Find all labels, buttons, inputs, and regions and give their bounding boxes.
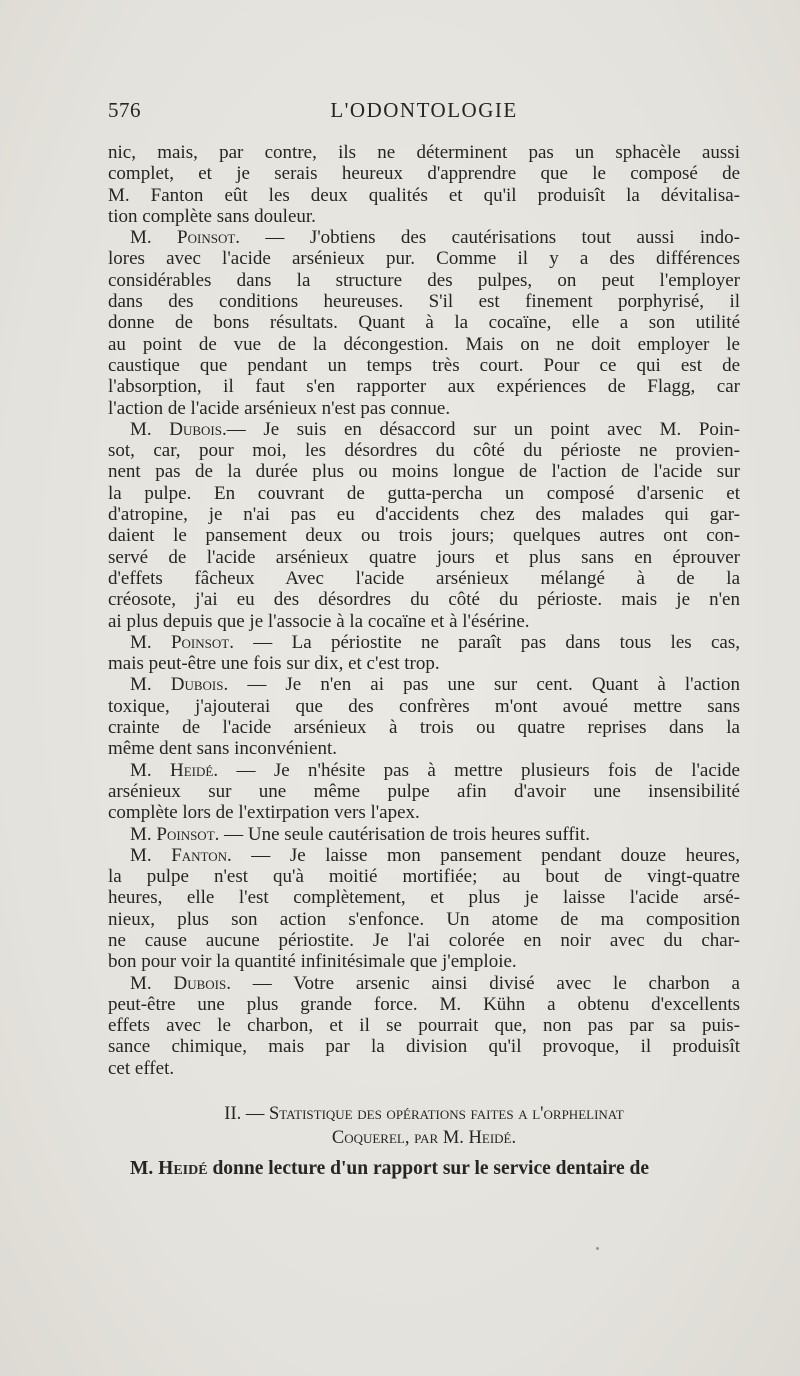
speaker-prefix: M.: [130, 631, 171, 653]
text-line: [108, 951, 740, 972]
running-title: L'ODONTOLOGIE: [330, 98, 518, 122]
speaker-name: Dubois: [173, 972, 227, 994]
text-line: [108, 440, 740, 461]
line-text: dans des conditions heureuses. S'il est finement porphyrisé, il: [108, 291, 740, 313]
text-line: [108, 504, 740, 525]
speaker-name: Heidé: [158, 1158, 208, 1179]
closing-prefix: M.: [130, 1158, 159, 1179]
line-text: nieux, plus son action s'enfonce. Un atome de ma composition: [108, 908, 740, 930]
line-text: . — Je n'en ai pas une sur cent. Quant à l'action: [223, 674, 741, 696]
text-line: [108, 483, 740, 504]
speaker-prefix: M.: [130, 418, 170, 440]
speaker-prefix: M.: [130, 844, 172, 866]
speaker-name: Poinsot: [156, 823, 215, 845]
text-line: [108, 824, 740, 845]
line-text: d'effets fâcheux Avec l'acide arsénieux mélangé à de la: [108, 567, 740, 589]
speaker-prefix: M.: [130, 759, 171, 781]
text-line: [108, 419, 740, 440]
paragraph: [108, 632, 740, 675]
line-text: nent pas de la durée plus ou moins longue de l'action de l'acide sur: [108, 461, 740, 483]
speaker-name: Heidé: [170, 759, 214, 781]
text-line: [108, 142, 740, 163]
text-line: [108, 760, 740, 781]
text-line: [108, 994, 740, 1015]
text-line: [108, 589, 740, 610]
line-text: daient le pansement deux ou trois jours; quelques autres ont con-: [108, 525, 740, 547]
line-text: sance chimique, mais par la division qu'il provoque, il produisît: [108, 1036, 740, 1058]
text-line: [108, 802, 740, 823]
paragraph: [108, 845, 740, 973]
speaker-prefix: M.: [130, 823, 157, 845]
text-line: [108, 291, 740, 312]
line-text: d'atropine, je n'ai pas eu d'accidents chez des malades qui gar-: [108, 504, 740, 526]
line-text: effets avec le charbon, et il se pourrait que, non pas par sa puis-: [108, 1015, 740, 1037]
text-line: [108, 909, 740, 930]
paragraph: [108, 227, 740, 419]
text-line: [108, 461, 740, 482]
line-text: caustique que pendant un temps très court. Pour ce qui est de: [108, 354, 740, 376]
line-text: au point de vue de la décongestion. Mais on ne doit employer le: [108, 333, 740, 355]
speaker-name: Dubois: [169, 418, 222, 440]
speaker-name: Poinsot: [177, 227, 236, 249]
text-line: [108, 1058, 740, 1079]
line-text: complète lors de l'extirpation vers l'apex.: [108, 802, 420, 824]
text-line: [108, 163, 740, 184]
text-line: [108, 248, 740, 269]
line-text: . — Une seule cautérisation de trois heures suffit.: [214, 823, 590, 845]
text-line: [108, 1036, 740, 1057]
line-text: heures, elle l'est complètement, et plus je laisse l'acide arsé-: [108, 887, 740, 909]
speaker-prefix: M.: [130, 972, 174, 994]
text-line: [108, 887, 740, 908]
speaker-prefix: M.: [130, 674, 171, 696]
line-text: toxique, j'ajouterai que des confrères m'ont avoué mettre sans: [108, 695, 740, 717]
paragraph: [108, 142, 740, 227]
line-text: mais peut-être une fois sur dix, et c'est trop.: [108, 653, 440, 675]
line-text: . — J'obtiens des cautérisations tout aussi indo-: [235, 227, 740, 249]
body-text: [108, 142, 740, 1079]
line-text: servé de l'acide arsénieux quatre jours et plus sans en éprouver: [108, 546, 740, 568]
text-line: [108, 717, 740, 738]
text-line: [108, 334, 740, 355]
line-text: bon pour voir la quantité infinitésimale que j'emploie.: [108, 951, 517, 973]
page-number: 576: [108, 98, 141, 122]
line-text: .— Je suis en désaccord sur un point avec M. Poin-: [222, 418, 740, 440]
closing-line: [108, 1158, 740, 1179]
paragraph: [108, 419, 740, 632]
text-line: [108, 568, 740, 589]
line-text: . — La périostite ne paraît pas dans tous les cas,: [229, 631, 740, 653]
section-heading-line-2: Coquerel, par M. Heidé.: [331, 1128, 517, 1148]
line-text: ai plus depuis que je l'associe à la cocaïne et à l'ésérine.: [108, 610, 530, 632]
page-header: [108, 98, 740, 128]
section-heading-line-1: II. — Statistique des opérations faites a l'orphelinat: [224, 1104, 624, 1124]
text-line: [108, 653, 740, 674]
text-line: [108, 547, 740, 568]
line-text: tion complète sans douleur.: [108, 205, 316, 227]
text-line: [108, 866, 740, 887]
line-text: sot, car, pour moi, les désordres du côté du périoste ne provien-: [108, 440, 740, 462]
text-line: [108, 376, 740, 397]
line-text: cet effet.: [108, 1057, 175, 1079]
line-text: lores avec l'acide arsénieux pur. Comme il y a des différences: [108, 248, 740, 270]
line-text: . — Votre arsenic ainsi divisé avec le charbon a: [226, 972, 740, 994]
text-line: [108, 674, 740, 695]
paragraph: [108, 760, 740, 824]
line-text: l'action de l'acide arsénieux n'est pas connue.: [108, 397, 451, 419]
text-line: [108, 611, 740, 632]
paragraph: [108, 824, 740, 845]
speaker-name: Poinsot: [170, 631, 230, 653]
text-line: [108, 227, 740, 248]
line-text: . — Je laisse mon pansement pendant douze heures,: [227, 844, 740, 866]
line-text: ne cause aucune périostite. Je l'ai colorée en noir avec du char-: [108, 929, 740, 951]
speaker-name: Dubois: [170, 674, 224, 696]
text-line: [108, 930, 740, 951]
text-line: [108, 525, 740, 546]
text-line: [108, 1015, 740, 1036]
text-line: [108, 738, 740, 759]
text-line: [108, 973, 740, 994]
closing-paragraph: [108, 1158, 740, 1179]
text-line: [108, 781, 740, 802]
line-text: même dent sans inconvénient.: [108, 738, 337, 760]
line-text: créosote, j'ai eu des désordres du côté du périoste. mais je n'en: [108, 589, 740, 611]
line-text: complet, et je serais heureux d'apprendre que le composé de: [108, 163, 740, 185]
line-text: considérables dans la structure des pulpes, on peut l'employer: [108, 269, 740, 291]
speaker-name: Fanton: [171, 844, 228, 866]
text-line: [108, 845, 740, 866]
text-line: [108, 206, 740, 227]
paragraph: [108, 973, 740, 1079]
line-text: donne de bons résultats. Quant à la cocaïne, elle a son utilité: [108, 312, 740, 334]
line-text: peut-être une plus grande force. M. Kühn a obtenu d'excellents: [108, 993, 740, 1015]
paragraph: [108, 674, 740, 759]
line-text: crainte de l'acide arsénieux à trois ou quatre reprises dans la: [108, 717, 740, 739]
line-text: la pulpe n'est qu'à moitié mortifiée; au bout de vingt-quatre: [108, 866, 740, 888]
line-text: la pulpe. En couvrant de gutta-percha un composé d'arsenic et: [108, 482, 740, 504]
speaker-prefix: M.: [130, 227, 178, 249]
text-line: [108, 696, 740, 717]
text-line: [108, 185, 740, 206]
text-line: [108, 270, 740, 291]
text-line: [108, 312, 740, 333]
line-text: . — Je n'hésite pas à mettre plusieurs fois de l'acide: [213, 759, 740, 781]
closing-text: donne lecture d'un rapport sur le service dentaire de: [207, 1158, 649, 1179]
text-line: [108, 355, 740, 376]
line-text: nic, mais, par contre, ils ne déterminent pas un sphacèle aussi: [108, 142, 740, 163]
text-line: [108, 398, 740, 419]
text-line: [108, 632, 740, 653]
paper-speck: [596, 1247, 599, 1250]
line-text: l'absorption, il faut s'en rapporter aux expériences de Flagg, car: [108, 376, 740, 398]
line-text: arsénieux sur une même pulpe afin d'avoir une insensibilité: [108, 780, 740, 802]
line-text: M. Fanton eût les deux qualités et qu'il produisît la dévitalisa-: [108, 184, 740, 206]
section-heading: [108, 1102, 740, 1150]
